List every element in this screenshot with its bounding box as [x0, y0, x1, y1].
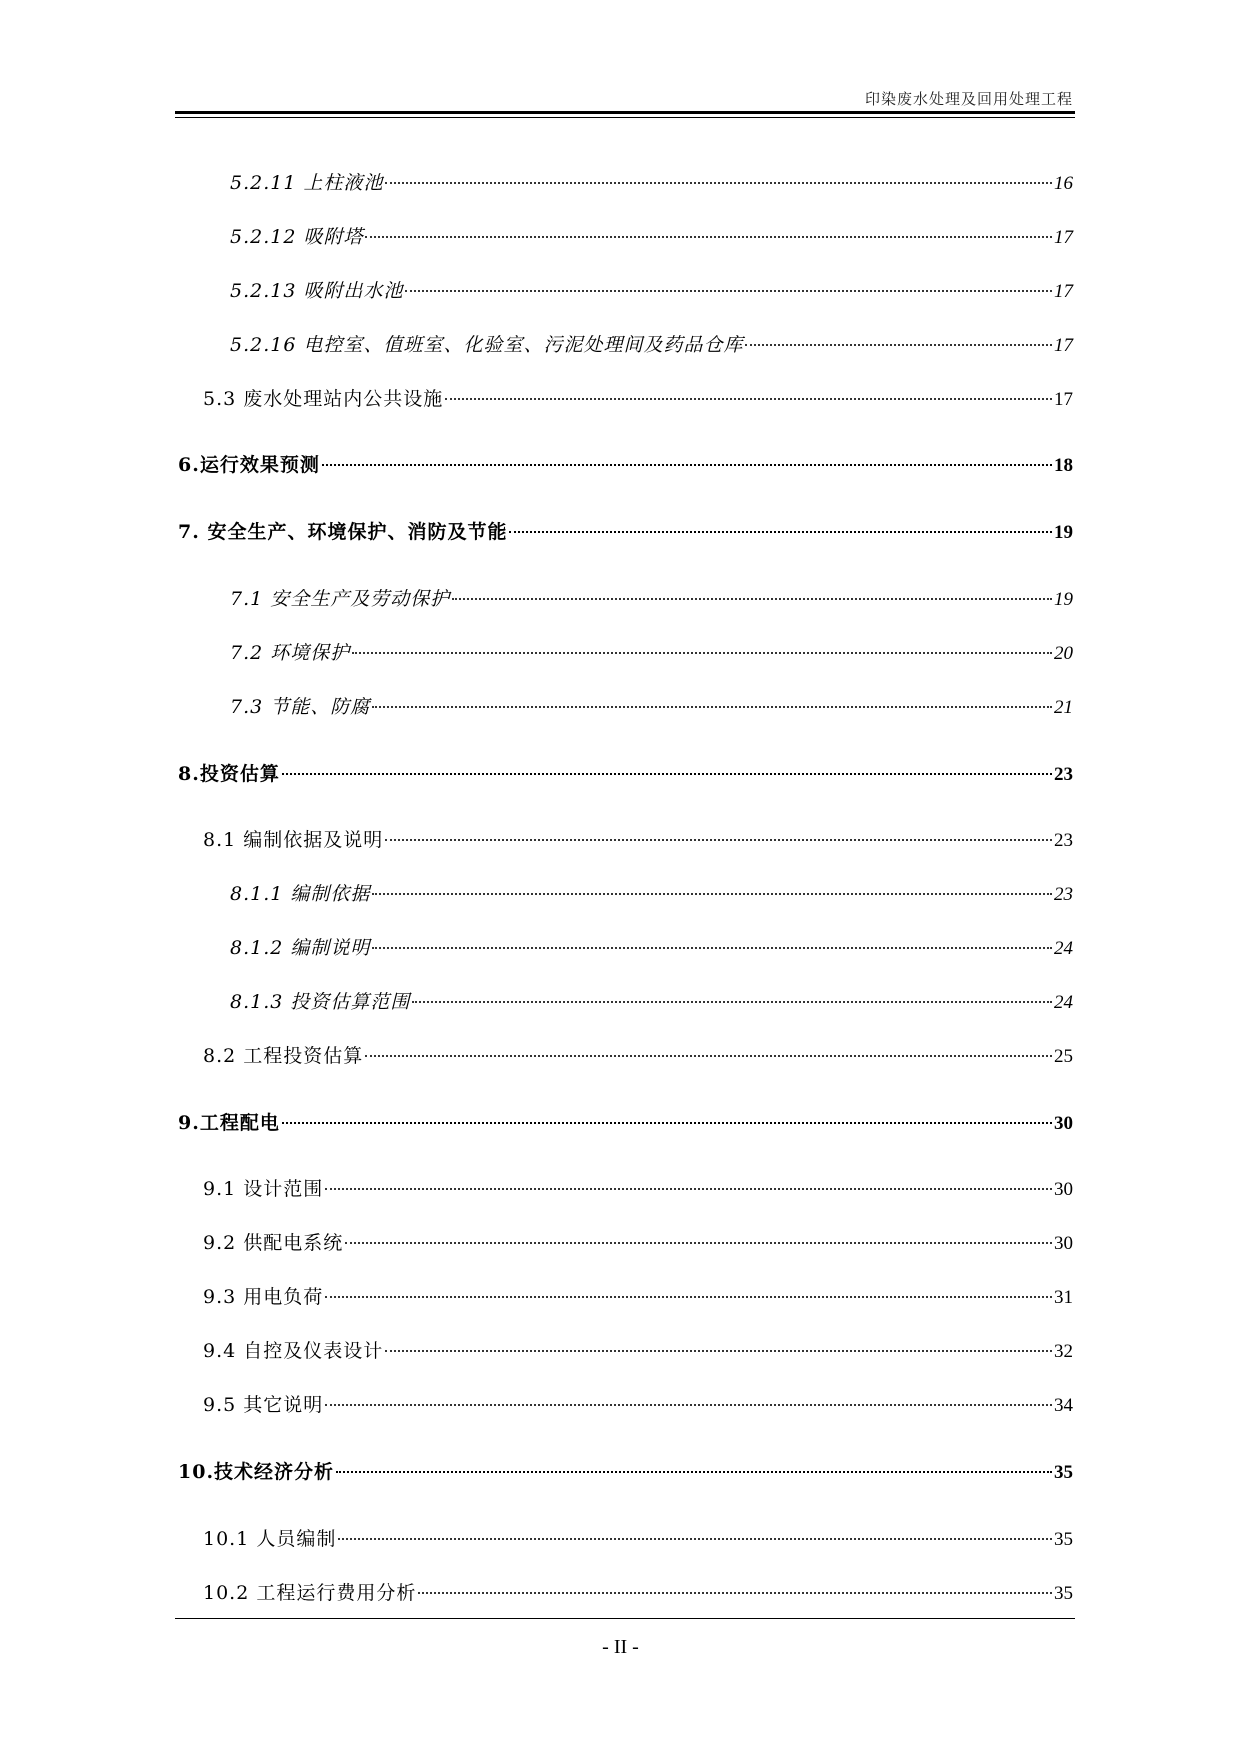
toc-entry-page: 20 [1054, 643, 1073, 664]
toc-leader-dots [418, 1592, 1052, 1594]
toc-entry-title: 9.5 其它说明 [203, 1394, 324, 1416]
toc-entry-title: 9.工程配电 [178, 1112, 280, 1134]
toc-leader-dots [509, 531, 1052, 533]
toc-entry[interactable] [230, 279, 1073, 304]
toc-entry-title: 9.2 供配电系统 [203, 1232, 344, 1254]
toc-leader-dots [385, 182, 1052, 184]
toc-entry-title: 8.1 编制依据及说明 [203, 829, 384, 851]
toc-entry-title: 8.1.1 编制依据 [230, 883, 371, 905]
toc-entry-title: 8.2 工程投资估算 [203, 1045, 364, 1067]
toc-leader-dots [325, 1296, 1052, 1298]
toc-leader-dots [405, 290, 1052, 292]
toc-leader-dots [365, 236, 1052, 238]
toc-entry[interactable] [203, 1339, 1073, 1364]
toc-entry[interactable] [203, 1231, 1073, 1256]
toc-leader-dots [365, 1055, 1052, 1057]
toc-entry-page: 24 [1054, 992, 1073, 1013]
toc-entry-title: 5.2.11 上柱液池 [230, 172, 384, 194]
toc-entry-title: 5.2.12 吸附塔 [230, 226, 364, 248]
toc-entry[interactable] [178, 453, 1073, 478]
toc-entry-page: 30 [1054, 1113, 1073, 1134]
toc-entry[interactable] [230, 333, 1073, 358]
toc-entry-title: 8.1.2 编制说明 [230, 937, 371, 959]
toc-entry-title: 9.4 自控及仪表设计 [203, 1340, 384, 1362]
toc-entry[interactable] [230, 587, 1073, 612]
toc-entry-page: 34 [1054, 1395, 1073, 1416]
toc-entry-title: 6.运行效果预测 [178, 454, 320, 476]
toc-leader-dots [385, 1350, 1052, 1352]
toc-leader-dots [412, 1001, 1052, 1003]
toc-entry-page: 35 [1054, 1462, 1073, 1483]
toc-leader-dots [372, 706, 1052, 708]
toc-entry-page: 25 [1054, 1046, 1073, 1067]
toc-leader-dots [352, 652, 1052, 654]
toc-entry[interactable] [203, 1581, 1073, 1606]
toc-entry-title: 10.技术经济分析 [178, 1461, 335, 1483]
toc-leader-dots [745, 344, 1052, 346]
toc-leader-dots [445, 398, 1052, 400]
page-number: - II - [602, 1636, 639, 1658]
toc-entry[interactable] [203, 387, 1073, 412]
toc-entry[interactable] [230, 990, 1073, 1015]
toc-entry[interactable] [178, 1460, 1073, 1485]
toc-leader-dots [345, 1242, 1052, 1244]
toc-entry[interactable] [230, 882, 1073, 907]
toc-entry-title: 9.1 设计范围 [203, 1178, 324, 1200]
toc-entry[interactable] [203, 1044, 1073, 1069]
toc-entry[interactable] [203, 828, 1073, 853]
toc-entry-page: 23 [1054, 884, 1073, 905]
toc-leader-dots [372, 893, 1052, 895]
toc-entry-page: 17 [1054, 389, 1073, 410]
toc-entry[interactable] [203, 1177, 1073, 1202]
toc-entry-title: 10.2 工程运行费用分析 [203, 1582, 417, 1604]
toc-entry[interactable] [230, 225, 1073, 250]
toc-entry-page: 31 [1054, 1287, 1073, 1308]
toc-entry[interactable] [230, 171, 1073, 196]
toc-entry-page: 23 [1054, 830, 1073, 851]
toc-entry[interactable] [230, 641, 1073, 666]
toc-leader-dots [325, 1188, 1052, 1190]
toc-entry-page: 32 [1054, 1341, 1073, 1362]
toc-entry-page: 19 [1054, 589, 1073, 610]
toc-entry-page: 19 [1054, 522, 1073, 543]
toc-entry[interactable] [203, 1285, 1073, 1310]
toc-entry[interactable] [203, 1527, 1073, 1552]
toc-leader-dots [372, 947, 1052, 949]
toc-leader-dots [338, 1538, 1052, 1540]
toc-entry-title: 7.1 安全生产及劳动保护 [230, 588, 451, 610]
toc-entry-title: 7.2 环境保护 [230, 642, 351, 664]
toc-entry-title: 9.3 用电负荷 [203, 1286, 324, 1308]
toc-entry-page: 35 [1054, 1583, 1073, 1604]
toc-leader-dots [322, 464, 1052, 466]
toc-entry-page: 21 [1054, 697, 1073, 718]
toc-entry[interactable] [178, 520, 1073, 545]
toc-entry-title: 5.3 废水处理站内公共设施 [203, 388, 444, 410]
toc-entry-title: 7.3 节能、防腐 [230, 696, 371, 718]
toc-leader-dots [336, 1471, 1052, 1473]
toc-leader-dots [385, 839, 1052, 841]
toc-entry-title: 8.1.3 投资估算范围 [230, 991, 411, 1013]
toc-leader-dots [282, 1122, 1052, 1124]
toc-entry-title: 8.投资估算 [178, 763, 280, 785]
toc-entry-page: 17 [1054, 335, 1073, 356]
toc-entry[interactable] [178, 762, 1073, 787]
toc-entry[interactable] [178, 1111, 1073, 1136]
toc-entry-page: 17 [1054, 227, 1073, 248]
toc-entry-page: 17 [1054, 281, 1073, 302]
toc-entry-page: 30 [1054, 1179, 1073, 1200]
toc-entry-title: 5.2.16 电控室、值班室、化验室、污泥处理间及药品仓库 [230, 334, 744, 356]
toc-entry-page: 18 [1054, 455, 1073, 476]
toc-entry[interactable] [230, 695, 1073, 720]
toc-leader-dots [325, 1404, 1052, 1406]
toc-leader-dots [282, 773, 1052, 775]
toc-entry-title: 10.1 人员编制 [203, 1528, 337, 1550]
toc-leader-dots [452, 598, 1052, 600]
toc-entry-page: 30 [1054, 1233, 1073, 1254]
header-title: 印染废水处理及回用处理工程 [864, 90, 1073, 108]
footer-rule [175, 1618, 1075, 1619]
toc-entry-page: 23 [1054, 764, 1073, 785]
toc-entry-page: 16 [1054, 173, 1073, 194]
toc-entry-title: 5.2.13 吸附出水池 [230, 280, 404, 302]
toc-entry[interactable] [230, 936, 1073, 961]
toc-entry[interactable] [203, 1393, 1073, 1418]
toc-entry-title: 7. 安全生产、环境保护、消防及节能 [178, 521, 508, 543]
toc-entry-page: 24 [1054, 938, 1073, 959]
toc-entry-page: 35 [1054, 1529, 1073, 1550]
